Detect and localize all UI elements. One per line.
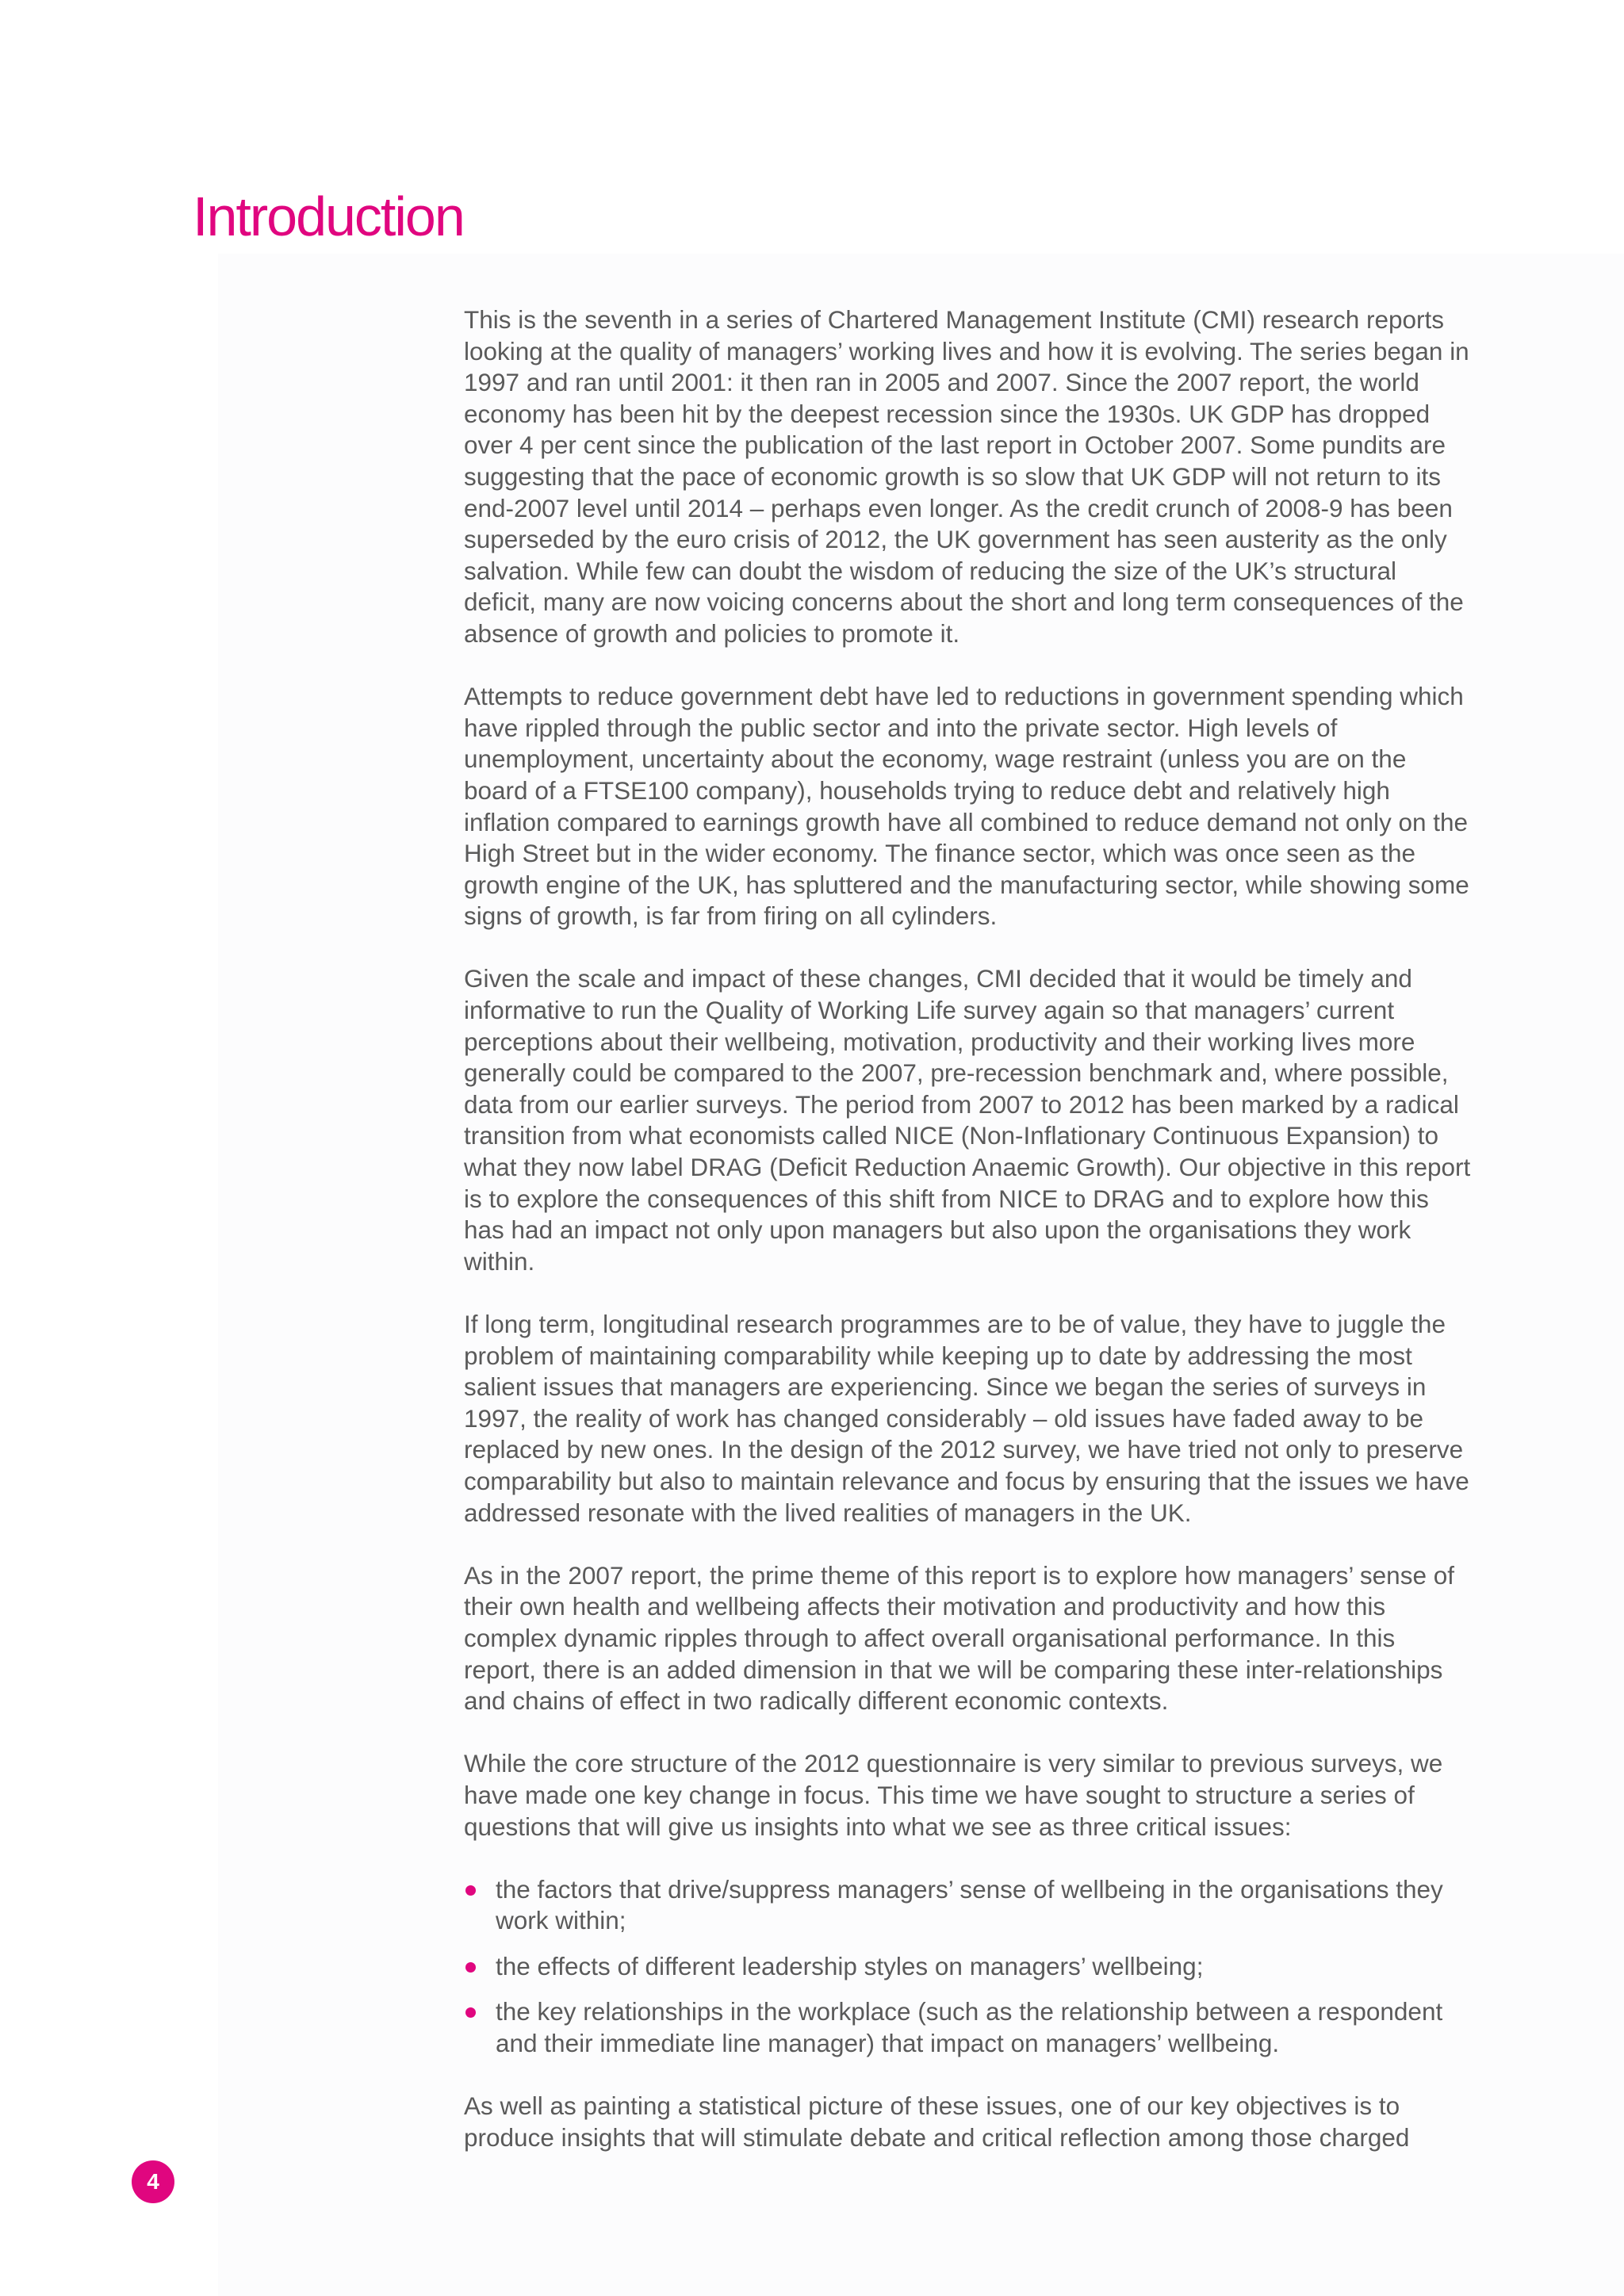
bullet-item [464,1874,1471,1937]
bullet-item [464,1951,1471,1983]
bullet-dot-icon [465,1885,476,1896]
page-title: Introduction [193,186,464,247]
paragraph: Attempts to reduce government debt have led to reductions in government spending which have rippled through the public sector and into the private sector. High levels of unemployment, uncertainty about the economy, wage restraint (unless you are on the board of a FTSE100 company), households trying to reduce debt and relatively high inflation compared to earnings growth have all combined to reduce demand not only on the High Street but in the wider economy. The finance sector, which was once seen as the growth engine of the UK, has spluttered and the manufacturing sector, while showing some signs of growth, is far from firing on all cylinders. [464,682,1469,931]
paragraph: Given the scale and impact of these changes, CMI decided that it would be timely and informative to run the Quality of Working Life survey again so that managers’ current perceptions about their wellbeing, motivation, productivity and their working lives more generally could be compared to the 2007, pre-recession benchmark and, where possible, data from our earlier surveys. The period from 2007 to 2012 has been marked by a radical transition from what economists called NICE (Non-Inflationary Continuous Expansion) to what they now label DRAG (Deficit Reduction Anaemic Growth). Our objective in this report is to explore the consequences of this shift from NICE to DRAG and to explore how this has had an impact not only upon managers but also upon the organisations they work within. [464,964,1471,1276]
paragraph: If long term, longitudinal research programmes are to be of value, they have to juggle the problem of maintaining comparability while keeping up to date by addressing the most salient issues that managers are experiencing. Since we began the series of surveys in 1997, the reality of work has changed considerably – old issues have faded away to be replaced by new ones. In the design of the 2012 survey, we have tried not only to preserve comparability but also to maintain relevance and focus by ensuring that the issues we have addressed resonate with the lived realities of managers in the UK. [464,1310,1469,1527]
bullet-text: the effects of different leadership styles on managers’ wellbeing; [496,1951,1204,1980]
bullet-text: the key relationships in the workplace (such as the relationship between a respondent and their immediate line manager) that impact on managers’ wellbeing. [496,1997,1443,2058]
bullet-list [464,1874,1471,2060]
bullet-item [464,1996,1471,2059]
closing-paragraph: As well as painting a statistical picture of these issues, one of our key objectives is to produce insights that will stimulate debate and critical reflection among those charged [464,2091,1410,2152]
body-text [464,304,1471,2185]
paragraph: While the core structure of the 2012 questionnaire is very similar to previous surveys, we have made one key change in focus. This time we have sought to structure a series of questions that will give us insights into what we see as three critical issues: [464,1749,1443,1841]
paragraph: This is the seventh in a series of Chartered Management Institute (CMI) research reports looking at the quality of managers’ working lives and how it is evolving. The series began in 1997 and ran until 2001: it then ran in 2005 and 2007. Since the 2007 report, the world economy has been hit by the deepest recession since the 1930s. UK GDP has dropped over 4 per cent since the publication of the last report in October 2007. Some pundits are suggesting that the pace of economic growth is so slow that UK GDP will not return to its end-2007 level until 2014 – perhaps even longer. As the credit crunch of 2008-9 has been superseded by the euro crisis of 2012, the UK government has seen austerity as the only salvation. While few can doubt the wisdom of reducing the size of the UK’s structural deficit, many are now voicing concerns about the short and long term consequences of the absence of growth and policies to promote it. [464,305,1469,648]
bullet-text: the factors that drive/suppress managers’ sense of wellbeing in the organisations they work within; [496,1874,1443,1935]
paragraph: As in the 2007 report, the prime theme of this report is to explore how managers’ sense of their own health and wellbeing affects their motivation and productivity and how this complex dynamic ripples through to affect overall organisational performance. In this report, there is an added dimension in that we will be comparing these inter-relationships and chains of effect in two radically different economic contexts. [464,1560,1454,1716]
bullet-dot-icon [465,1962,476,1973]
bullet-dot-icon [465,2007,476,2018]
page-number-badge: 4 [132,2160,174,2203]
